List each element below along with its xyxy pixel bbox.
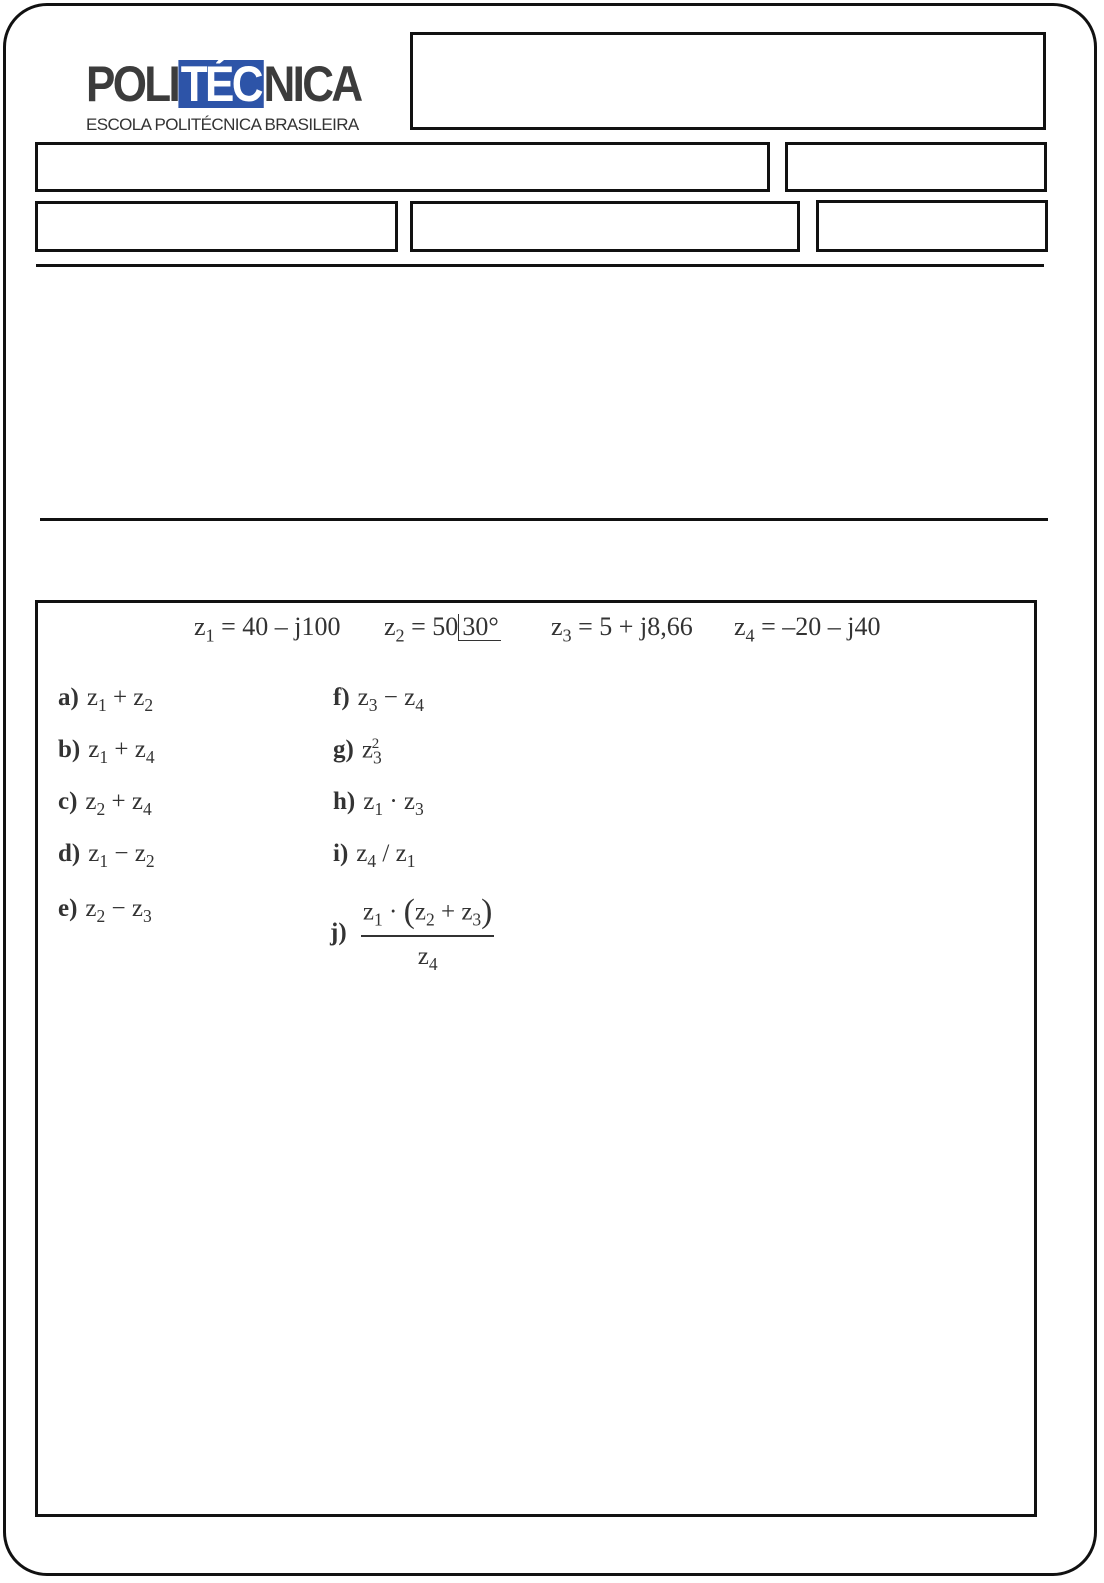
- subject-box[interactable]: [410, 201, 800, 252]
- grade-box[interactable]: [816, 200, 1048, 252]
- z1-definition: $z_1 = 40 - j100$: [194, 612, 341, 646]
- date-box[interactable]: [785, 142, 1047, 192]
- item-i: i) $z_4 / z_1$: [333, 840, 416, 872]
- title-box[interactable]: [410, 32, 1046, 130]
- given-values: [194, 612, 914, 652]
- logo-word-highlight: TÉC: [178, 60, 263, 108]
- student-name-box[interactable]: [35, 142, 770, 192]
- exercise-frame: [35, 600, 1037, 1517]
- z2-definition: $z_2 = 50$ 30°: [384, 612, 499, 646]
- z3-definition: $z_3 = 5 + j8,66$: [551, 612, 693, 646]
- item-j-fraction: $\frac{z_1 \cdot (z_2 + z_3)}{z_4}$: [362, 893, 493, 975]
- z4-definition: $z_4 = -20 - j40$: [734, 612, 881, 646]
- logo-wordmark: [86, 56, 361, 112]
- item-a: a) $z_1 + z_2$: [58, 684, 154, 716]
- item-d: d) $z_1 - z_2$: [58, 840, 155, 872]
- course-box[interactable]: [35, 201, 398, 252]
- item-f: f) $z_3 - z_4$: [333, 684, 424, 716]
- item-h: h) $z_1 \cdot z_3$: [333, 788, 424, 820]
- logo-subtitle: ESCOLA POLITÉCNICA BRASILEIRA: [86, 115, 359, 134]
- item-g: g) $z_3^2$: [333, 736, 382, 768]
- item-j: j) $\frac{z_1 \cdot (z_2 + z_3)}{z_4}$: [330, 893, 493, 975]
- header-divider: [36, 264, 1044, 267]
- item-b: b) $z_1 + z_4$: [58, 736, 155, 768]
- angle-symbol: 30°: [458, 614, 500, 641]
- instructions-divider: [40, 518, 1048, 521]
- item-c: c) $z_2 + z_4$: [58, 788, 152, 820]
- logo-word-part1: POLI: [86, 56, 179, 112]
- item-e: e) $z_2 - z_3$: [58, 895, 152, 927]
- logo-word-part2: NICA: [263, 56, 361, 112]
- politecnica-logo: [86, 56, 361, 140]
